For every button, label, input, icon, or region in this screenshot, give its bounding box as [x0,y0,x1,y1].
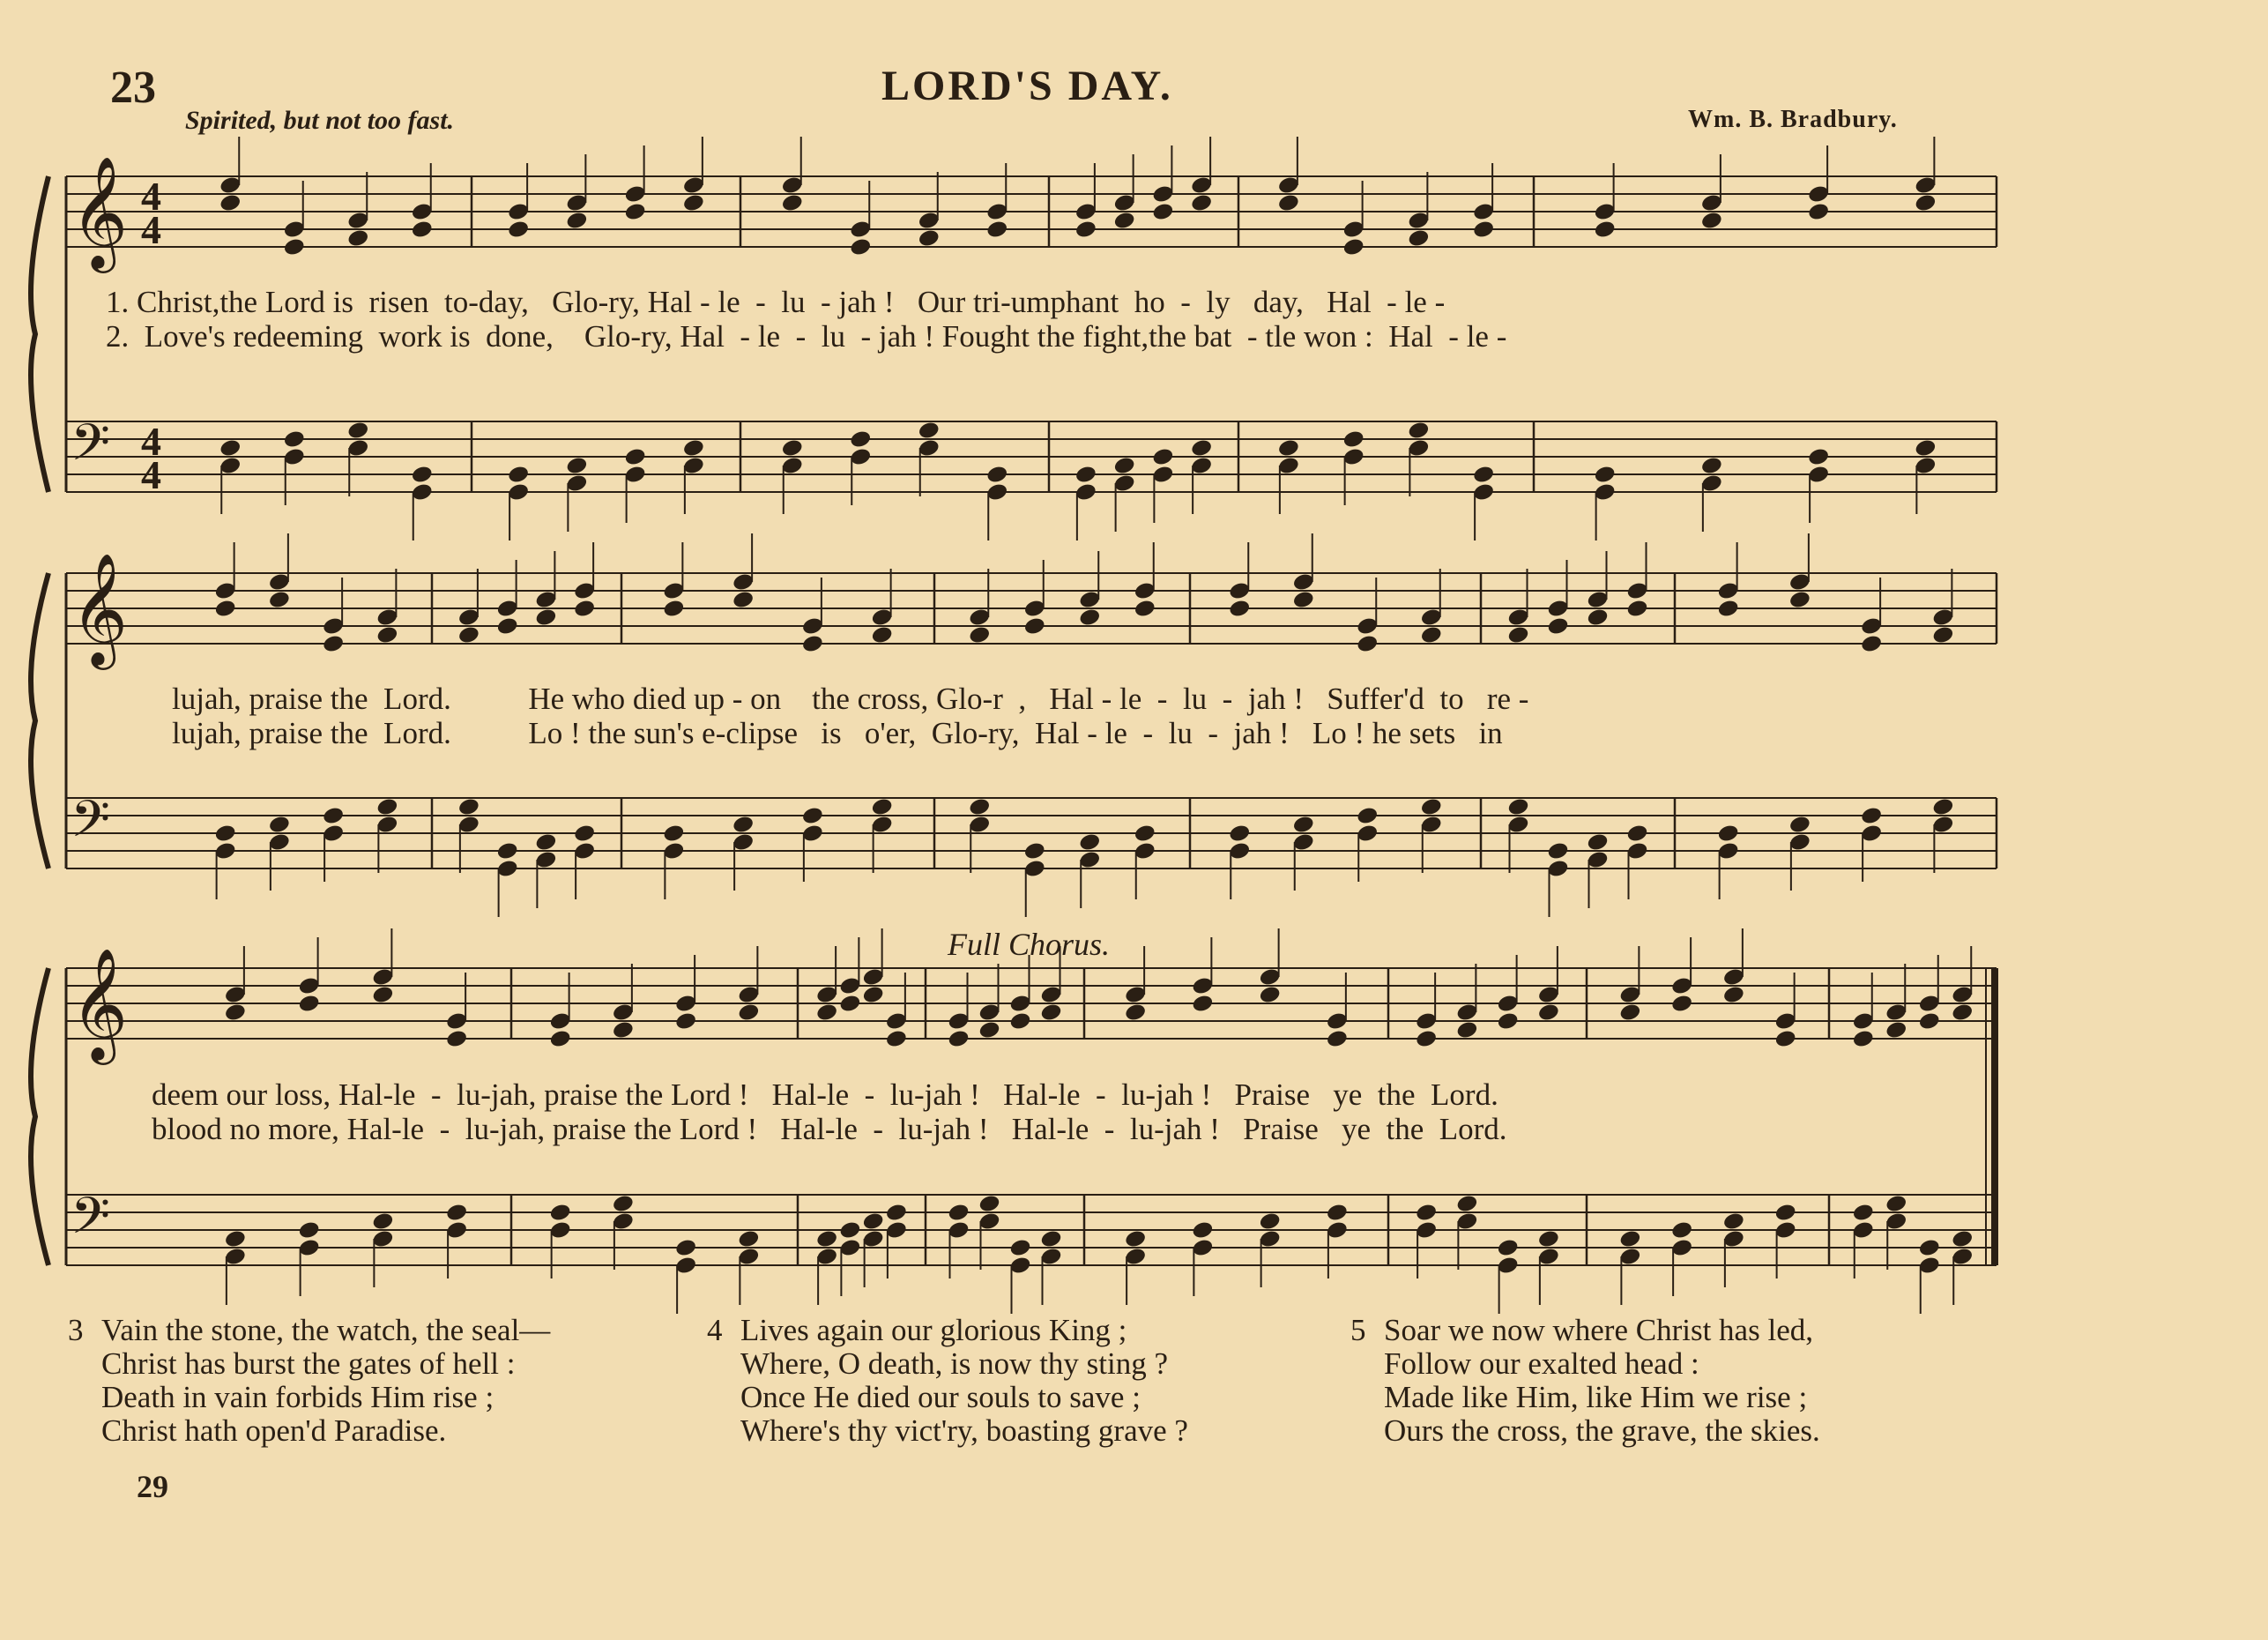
note-head [781,193,804,213]
note-head [1039,1003,1062,1023]
note-head [1774,1029,1797,1049]
note-head [457,625,480,645]
note-head [1951,1229,1974,1249]
note-head [682,193,705,213]
note-head [918,421,941,441]
note-head [1618,1229,1641,1249]
note-head [885,1203,908,1223]
note-head [1415,1029,1438,1049]
note-head [346,228,369,249]
stanza-number: 4 [707,1313,723,1347]
note-head [1722,1211,1745,1232]
note-head [1594,465,1617,485]
note-head [1852,1203,1875,1223]
note-head [968,797,991,817]
time-signature-bass: 4 [141,452,161,497]
note-head [1546,616,1569,637]
note-head [1594,220,1617,240]
note-head [918,228,941,249]
stanza-line: Christ has burst the gates of hell : [101,1346,516,1381]
note-head [224,1229,247,1249]
note-head [214,824,237,844]
stanza-line: Ours the cross, the grave, the skies. [1384,1413,1820,1448]
note-head [838,1220,861,1241]
note-head [947,1203,970,1223]
final-bar-thick [1991,968,1998,1265]
note-head [549,1029,572,1049]
note-head [507,220,530,240]
note-head [1420,797,1443,817]
note-head [1008,1011,1031,1032]
note-head [1455,1194,1478,1214]
note-head [849,237,872,257]
note-head [1356,634,1379,654]
note-head [612,1020,635,1040]
hymn-title: LORD'S DAY. [881,63,1173,109]
note-head [1918,1238,1941,1258]
note-head [1774,1203,1797,1223]
note-head [268,590,291,610]
note-head [1259,1211,1282,1232]
note-head [1259,985,1282,1005]
note-head [411,220,434,240]
full-chorus-label: Full Chorus. [948,927,1111,962]
note-head [1078,832,1101,853]
system-brace [31,968,48,1265]
note-head [871,797,894,817]
note-head [674,1011,697,1032]
note-head [283,429,306,450]
note-head [507,465,530,485]
note-head [1407,421,1430,441]
note-head [534,608,557,628]
note-head [662,824,685,844]
stanza-line: Follow our exalted head : [1384,1346,1699,1381]
note-head [815,1003,838,1023]
note-head [1931,625,1954,645]
note-head [283,237,306,257]
system-brace [31,176,48,492]
note-head [1951,1003,1974,1023]
note-head [376,625,398,645]
stanza-line: Made like Him, like Him we rise ; [1384,1380,1808,1414]
note-head [624,447,647,467]
system-2-verse-1: lujah, praise the Lord. He who died up - on the cross, Glo-r , Hal - le - lu - jah ! Suffer'd to re - [172,682,1529,716]
note-head [1807,447,1830,467]
note-head [1914,438,1937,458]
stanza-line: Christ hath open'd Paradise. [101,1413,447,1448]
note-head [411,465,434,485]
note-head [1472,465,1495,485]
note-head [1586,608,1609,628]
note-head [219,193,242,213]
note-head [1860,634,1883,654]
note-head [1914,193,1937,213]
note-head [1506,797,1529,817]
note-head [978,1194,1000,1214]
note-head [1506,625,1529,645]
note-head [1670,994,1693,1014]
note-head [871,625,894,645]
note-head [214,599,237,619]
stanza-line: Vain the stone, the watch, the seal— [101,1313,551,1347]
note-head [565,211,588,231]
note-head [1852,1029,1875,1049]
note-head [737,1229,760,1249]
note-head [1191,994,1214,1014]
note-head [1788,815,1811,835]
note-head [371,1211,394,1232]
note-head [885,1029,908,1049]
note-head [1670,1220,1693,1241]
note-head [1788,590,1811,610]
note-head [1190,193,1213,213]
note-head [978,1020,1000,1040]
note-head [298,1220,321,1241]
note-head [1342,429,1365,450]
note-head [1415,1203,1438,1223]
note-head [1326,1029,1349,1049]
note-head [849,429,872,450]
note-head [496,841,519,861]
note-head [496,616,519,637]
time-signature-treble: 4 [141,174,161,219]
note-head [224,1003,247,1023]
system-3-verse-1: deem our loss, Hal-le - lu-jah, praise the Lord ! Hal-le - lu-jah ! Hal-le - lu-jah ! Praise ye the Lord. [152,1077,1498,1112]
note-head [322,806,345,826]
bass-clef-icon: 𝄢 [71,1186,111,1258]
note-head [1918,1011,1941,1032]
note-head [737,1003,760,1023]
note-head [1807,202,1830,222]
note-head [1292,590,1315,610]
time-signature-treble: 4 [141,207,161,252]
note-head [1700,456,1723,476]
note-head [674,1238,697,1258]
treble-clef-icon: 𝄞 [71,155,129,268]
note-head [457,797,480,817]
stanza-line: Death in vain forbids Him rise ; [101,1380,494,1414]
note-head [862,985,885,1005]
note-head [1124,1003,1147,1023]
note-head [1277,193,1300,213]
note-head [1717,599,1740,619]
note-head [1537,1229,1560,1249]
note-head [1023,841,1046,861]
note-head [1113,211,1136,231]
note-head [624,202,647,222]
note-head [1078,608,1101,628]
note-head [1075,465,1097,485]
note-head [732,815,755,835]
note-head [1885,1194,1907,1214]
note-head [985,220,1008,240]
note-head [1151,447,1174,467]
note-head [219,438,242,458]
stanza-number: 5 [1350,1313,1366,1347]
note-head [612,1194,635,1214]
system-1-verse-2: 2. Love's redeeming work is done, Glo-ry, Hal - le - lu - jah ! Fought the fight,the bat - tle won : Hal - le - [106,319,1507,354]
note-head [565,456,588,476]
note-head [549,1203,572,1223]
treble-clef-icon: 𝄞 [71,947,129,1060]
note-head [1722,985,1745,1005]
stanza-5 [1350,1313,1820,1448]
note-head [573,599,596,619]
note-head [1420,625,1443,645]
composer-credit: Wm. B. Bradbury. [1688,106,1898,133]
treble-clef-icon: 𝄞 [71,552,129,665]
note-head [1885,1020,1907,1040]
note-head [1618,1003,1641,1023]
stanza-line: Where, O death, is now thy sting ? [740,1346,1169,1381]
note-head [1546,841,1569,861]
note-head [268,815,291,835]
note-head [1326,1203,1349,1223]
note-head [1277,438,1300,458]
stanza-3 [68,1313,551,1448]
note-head [801,806,824,826]
note-head [1497,1238,1520,1258]
note-head [662,599,685,619]
system-brace [31,573,48,868]
bass-clef-icon: 𝄢 [71,413,111,485]
note-head [1625,824,1648,844]
note-head [1860,806,1883,826]
note-head [534,832,557,853]
note-head [445,1029,468,1049]
note-head [862,1211,885,1232]
stanza-line: Lives again our glorious King ; [740,1313,1127,1347]
note-head [1455,1020,1478,1040]
note-head [1134,599,1156,619]
note-head [682,438,705,458]
stanza-line: Where's thy vict'ry, boasting grave ? [740,1413,1188,1448]
note-head [968,625,991,645]
stanza-4 [707,1313,1188,1448]
page-number: 29 [137,1469,168,1504]
note-head [1342,237,1365,257]
note-head [1190,438,1213,458]
note-head [732,590,755,610]
note-head [1075,220,1097,240]
note-head [1039,1229,1062,1249]
note-head [1472,220,1495,240]
note-head [1586,832,1609,853]
note-head [1356,806,1379,826]
note-head [1407,228,1430,249]
note-head [1191,1220,1214,1241]
note-head [573,824,596,844]
note-head [1228,824,1251,844]
hymn-number: 23 [110,63,156,113]
note-head [1292,815,1315,835]
note-head [838,994,861,1014]
note-head [1717,824,1740,844]
note-head [985,465,1008,485]
note-head [445,1203,468,1223]
bass-clef-icon: 𝄢 [71,789,111,861]
note-head [1931,797,1954,817]
note-head [1700,211,1723,231]
tempo-marking: Spirited, but not too fast. [185,106,455,135]
stanza-line: Once He died our souls to save ; [740,1380,1141,1414]
note-head [1537,1003,1560,1023]
note-head [1008,1238,1031,1258]
note-head [298,994,321,1014]
note-head [322,634,345,654]
note-head [1113,456,1136,476]
note-head [1625,599,1648,619]
stanza-line: Soar we now where Christ has led, [1384,1313,1813,1347]
note-head [371,985,394,1005]
note-head [947,1029,970,1049]
time-signature-bass: 4 [141,419,161,464]
note-head [781,438,804,458]
note-head [1497,1011,1520,1032]
note-head [1151,202,1174,222]
note-head [376,797,398,817]
stanza-number: 3 [68,1313,84,1347]
system-3-verse-2: blood no more, Hal-le - lu-jah, praise the Lord ! Hal-le - lu-jah ! Hal-le - lu-jah ! Praise ye the Lord. [152,1112,1507,1146]
note-head [815,1229,838,1249]
note-head [1134,824,1156,844]
note-head [1023,616,1046,637]
system-2-verse-2: lujah, praise the Lord. Lo ! the sun's e-clipse is o'er, Glo-ry, Hal - le - lu - jah ! Lo ! he sets in [172,716,1503,750]
note-head [1228,599,1251,619]
note-head [1124,1229,1147,1249]
note-head [346,421,369,441]
note-head [801,634,824,654]
system-1-verse-1: 1. Christ,the Lord is risen to-day, Glo-ry, Hal - le - lu - jah ! Our tri-umphant ho - ly day, Hal - le - [106,285,1446,319]
